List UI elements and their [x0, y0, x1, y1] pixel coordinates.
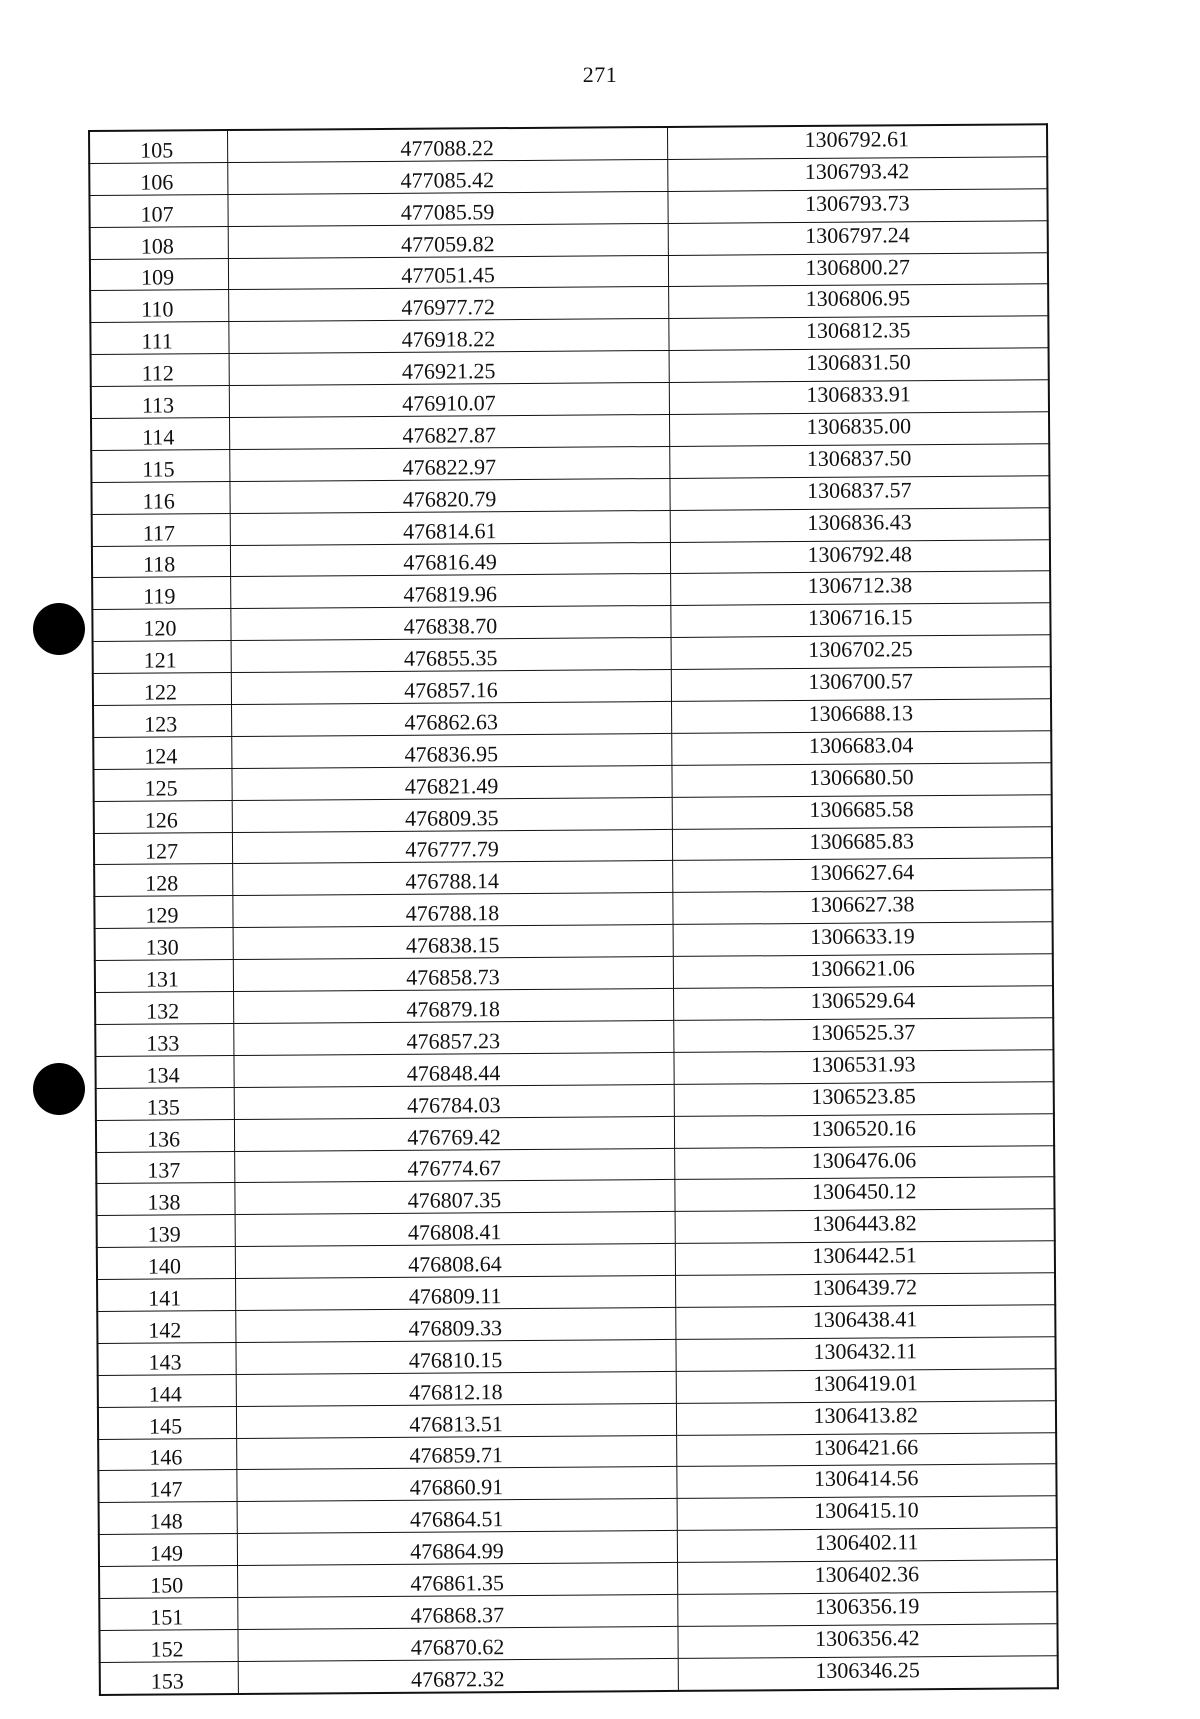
table-row — [100, 1656, 1058, 1695]
y-coordinate-cell: 1306442.51 — [675, 1241, 1055, 1276]
point-number-cell: 134 — [95, 1055, 233, 1088]
y-coordinate-cell: 1306792.48 — [670, 539, 1050, 574]
point-number-cell: 148 — [99, 1502, 237, 1535]
x-coordinate-cell: 476808.64 — [235, 1244, 675, 1279]
y-coordinate-cell: 1306688.13 — [671, 699, 1051, 734]
y-coordinate-cell: 1306716.15 — [670, 603, 1050, 638]
y-coordinate-cell: 1306836.43 — [670, 507, 1050, 542]
x-coordinate-cell: 477051.45 — [228, 255, 668, 290]
y-coordinate-cell: 1306633.19 — [673, 922, 1053, 957]
point-number-cell: 126 — [94, 800, 232, 833]
point-number-cell: 116 — [91, 481, 229, 514]
punch-hole-bottom — [33, 1063, 85, 1115]
x-coordinate-cell: 476855.35 — [231, 638, 671, 673]
x-coordinate-cell: 476977.72 — [228, 287, 668, 322]
y-coordinate-cell: 1306685.58 — [672, 794, 1052, 829]
x-coordinate-cell: 476807.35 — [234, 1180, 674, 1215]
point-number-cell: 135 — [96, 1087, 234, 1120]
point-number-cell: 109 — [90, 258, 228, 291]
coordinate-table — [88, 123, 1059, 1695]
point-number-cell: 110 — [90, 290, 228, 323]
y-coordinate-cell: 1306835.00 — [669, 412, 1049, 447]
point-number-cell: 124 — [93, 736, 231, 769]
y-coordinate-cell: 1306443.82 — [675, 1209, 1055, 1244]
point-number-cell: 149 — [99, 1534, 237, 1567]
point-number-cell: 140 — [97, 1247, 235, 1280]
y-coordinate-cell: 1306797.24 — [668, 220, 1048, 255]
point-number-cell: 118 — [92, 545, 230, 578]
point-number-cell: 144 — [98, 1374, 236, 1407]
x-coordinate-cell: 476857.23 — [233, 1020, 673, 1055]
point-number-cell: 138 — [96, 1183, 234, 1216]
x-coordinate-cell: 476868.37 — [237, 1594, 677, 1629]
y-coordinate-cell: 1306520.16 — [674, 1113, 1054, 1148]
point-number-cell: 142 — [97, 1310, 235, 1343]
y-coordinate-cell: 1306792.61 — [667, 124, 1047, 159]
y-coordinate-cell: 1306402.11 — [677, 1528, 1057, 1563]
x-coordinate-cell: 476836.95 — [231, 733, 671, 768]
point-number-cell: 105 — [89, 130, 227, 163]
y-coordinate-cell: 1306793.73 — [667, 189, 1047, 224]
y-coordinate-cell: 1306421.66 — [676, 1432, 1056, 1467]
x-coordinate-cell: 476910.07 — [229, 383, 669, 418]
x-coordinate-cell: 477085.59 — [227, 191, 667, 226]
x-coordinate-cell: 476827.87 — [229, 414, 669, 449]
x-coordinate-cell: 476870.62 — [237, 1626, 677, 1661]
coordinate-table-body — [89, 124, 1058, 1694]
x-coordinate-cell: 476838.70 — [230, 606, 670, 641]
y-coordinate-cell: 1306680.50 — [671, 763, 1051, 798]
point-number-cell: 121 — [93, 641, 231, 674]
x-coordinate-cell: 476777.79 — [232, 829, 672, 864]
y-coordinate-cell: 1306837.57 — [669, 476, 1049, 511]
x-coordinate-cell: 476864.51 — [237, 1499, 677, 1534]
y-coordinate-cell: 1306356.19 — [677, 1592, 1057, 1627]
point-number-cell: 106 — [89, 162, 227, 195]
x-coordinate-cell: 476813.51 — [236, 1403, 676, 1438]
x-coordinate-cell: 476861.35 — [237, 1563, 677, 1598]
point-number-cell: 129 — [94, 896, 232, 929]
point-number-cell: 132 — [95, 992, 233, 1025]
point-number-cell: 122 — [93, 673, 231, 706]
point-number-cell: 145 — [98, 1406, 236, 1439]
point-number-cell: 146 — [98, 1438, 236, 1471]
x-coordinate-cell: 476809.11 — [235, 1275, 675, 1310]
x-coordinate-cell: 476864.99 — [237, 1531, 677, 1566]
x-coordinate-cell: 476774.67 — [234, 1148, 674, 1183]
point-number-cell: 125 — [93, 768, 231, 801]
point-number-cell: 117 — [92, 513, 230, 546]
y-coordinate-cell: 1306529.64 — [673, 986, 1053, 1021]
x-coordinate-cell: 476820.79 — [229, 478, 669, 513]
y-coordinate-cell: 1306702.25 — [671, 635, 1051, 670]
y-coordinate-cell: 1306531.93 — [673, 1050, 1053, 1085]
x-coordinate-cell: 476788.14 — [232, 861, 672, 896]
x-coordinate-cell: 476838.15 — [233, 925, 673, 960]
y-coordinate-cell: 1306450.12 — [674, 1177, 1054, 1212]
y-coordinate-cell: 1306419.01 — [676, 1369, 1056, 1404]
point-number-cell: 130 — [95, 928, 233, 961]
x-coordinate-cell: 476862.63 — [231, 701, 671, 736]
y-coordinate-cell: 1306413.82 — [676, 1400, 1056, 1435]
point-number-cell: 151 — [99, 1597, 237, 1630]
y-coordinate-cell: 1306525.37 — [673, 1018, 1053, 1053]
point-number-cell: 114 — [91, 418, 229, 451]
point-number-cell: 108 — [90, 226, 228, 259]
y-coordinate-cell: 1306712.38 — [670, 571, 1050, 606]
y-coordinate-cell: 1306356.42 — [677, 1624, 1057, 1659]
point-number-cell: 115 — [91, 449, 229, 482]
y-coordinate-cell: 1306837.50 — [669, 444, 1049, 479]
x-coordinate-cell: 476814.61 — [230, 510, 670, 545]
y-coordinate-cell: 1306523.85 — [674, 1082, 1054, 1117]
y-coordinate-cell: 1306627.38 — [672, 890, 1052, 925]
point-number-cell: 139 — [97, 1215, 235, 1248]
y-coordinate-cell: 1306793.42 — [667, 157, 1047, 192]
y-coordinate-cell: 1306812.35 — [668, 316, 1048, 351]
x-coordinate-cell: 476918.22 — [228, 319, 668, 354]
y-coordinate-cell: 1306683.04 — [671, 731, 1051, 766]
x-coordinate-cell: 476848.44 — [233, 1052, 673, 1087]
y-coordinate-cell: 1306415.10 — [677, 1496, 1057, 1531]
x-coordinate-cell: 476810.15 — [235, 1339, 675, 1374]
y-coordinate-cell: 1306438.41 — [675, 1305, 1055, 1340]
point-number-cell: 128 — [94, 864, 232, 897]
x-coordinate-cell: 476809.35 — [232, 797, 672, 832]
y-coordinate-cell: 1306800.27 — [668, 252, 1048, 287]
y-coordinate-cell: 1306831.50 — [669, 348, 1049, 383]
x-coordinate-cell: 476859.71 — [236, 1435, 676, 1470]
x-coordinate-cell: 476784.03 — [234, 1084, 674, 1119]
x-coordinate-cell: 476822.97 — [229, 446, 669, 481]
y-coordinate-cell: 1306476.06 — [674, 1145, 1054, 1180]
point-number-cell: 152 — [99, 1629, 237, 1662]
y-coordinate-cell: 1306621.06 — [673, 954, 1053, 989]
point-number-cell: 150 — [99, 1566, 237, 1599]
x-coordinate-cell: 476858.73 — [233, 957, 673, 992]
x-coordinate-cell: 476821.49 — [231, 765, 671, 800]
point-number-cell: 112 — [91, 354, 229, 387]
point-number-cell: 111 — [90, 322, 228, 355]
x-coordinate-cell: 476857.16 — [231, 670, 671, 705]
x-coordinate-cell: 476879.18 — [233, 988, 673, 1023]
point-number-cell: 119 — [92, 577, 230, 610]
point-number-cell: 127 — [94, 832, 232, 865]
y-coordinate-cell: 1306833.91 — [669, 380, 1049, 415]
point-number-cell: 133 — [95, 1023, 233, 1056]
x-coordinate-cell: 476788.18 — [232, 893, 672, 928]
x-coordinate-cell: 476809.33 — [235, 1307, 675, 1342]
point-number-cell: 136 — [96, 1119, 234, 1152]
page-number: 271 — [582, 62, 618, 87]
x-coordinate-cell: 476816.49 — [230, 542, 670, 577]
y-coordinate-cell: 1306806.95 — [668, 284, 1048, 319]
x-coordinate-cell: 476872.32 — [238, 1658, 678, 1693]
point-number-cell: 123 — [93, 705, 231, 738]
point-number-cell: 143 — [97, 1342, 235, 1375]
coordinate-table-wrapper — [88, 123, 1059, 1695]
x-coordinate-cell: 476808.41 — [235, 1212, 675, 1247]
y-coordinate-cell: 1306346.25 — [678, 1656, 1058, 1691]
point-number-cell: 141 — [97, 1279, 235, 1312]
point-number-cell: 107 — [89, 194, 227, 227]
x-coordinate-cell: 477088.22 — [227, 127, 667, 162]
y-coordinate-cell: 1306700.57 — [671, 667, 1051, 702]
y-coordinate-cell: 1306685.83 — [672, 826, 1052, 861]
point-number-cell: 120 — [92, 609, 230, 642]
y-coordinate-cell: 1306627.64 — [672, 858, 1052, 893]
y-coordinate-cell: 1306439.72 — [675, 1273, 1055, 1308]
point-number-cell: 147 — [98, 1470, 236, 1503]
x-coordinate-cell: 476921.25 — [229, 351, 669, 386]
x-coordinate-cell: 476769.42 — [234, 1116, 674, 1151]
point-number-cell: 113 — [91, 386, 229, 419]
x-coordinate-cell: 476819.96 — [230, 574, 670, 609]
x-coordinate-cell: 477059.82 — [228, 223, 668, 258]
x-coordinate-cell: 476860.91 — [236, 1467, 676, 1502]
point-number-cell: 137 — [96, 1151, 234, 1184]
point-number-cell: 131 — [95, 960, 233, 993]
y-coordinate-cell: 1306414.56 — [676, 1464, 1056, 1499]
x-coordinate-cell: 477085.42 — [227, 159, 667, 194]
point-number-cell: 153 — [100, 1661, 238, 1694]
y-coordinate-cell: 1306402.36 — [677, 1560, 1057, 1595]
y-coordinate-cell: 1306432.11 — [675, 1337, 1055, 1372]
x-coordinate-cell: 476812.18 — [236, 1371, 676, 1406]
punch-hole-top — [33, 603, 85, 655]
